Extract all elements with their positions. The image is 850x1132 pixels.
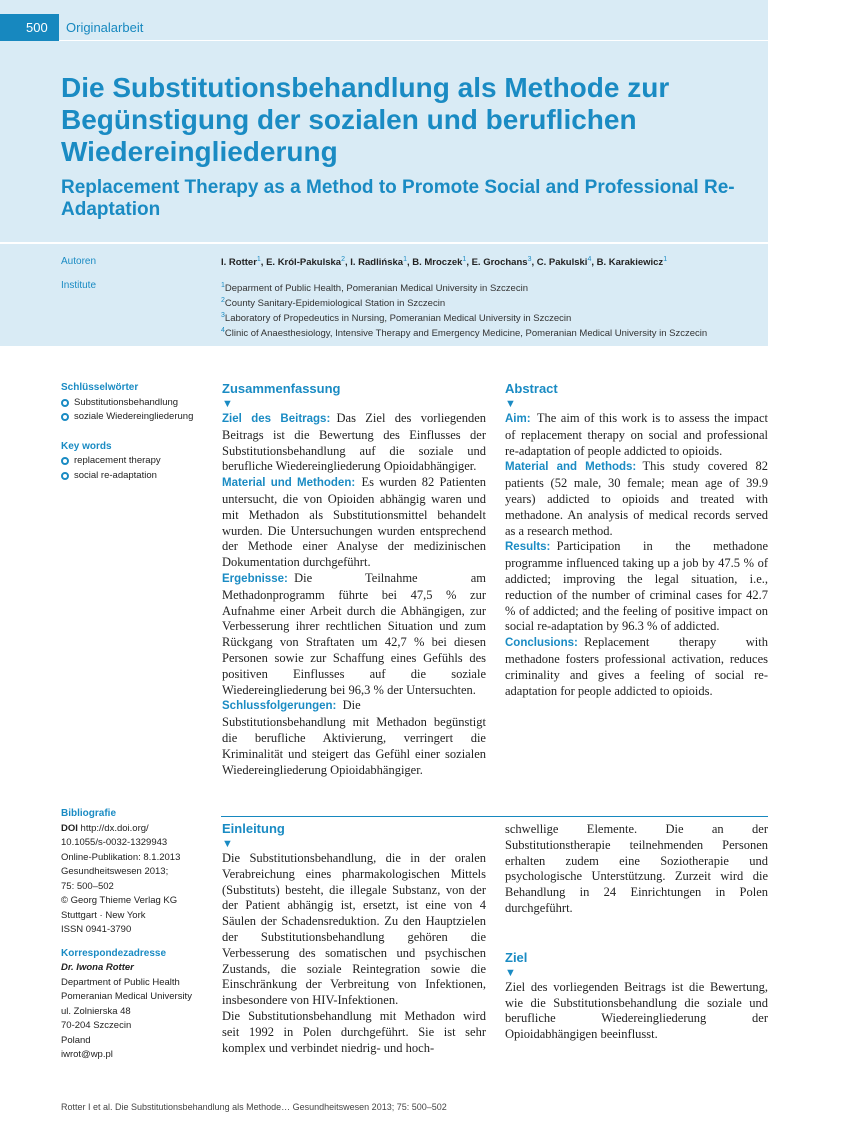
institute-list [221, 280, 707, 341]
zusammenfassung-body [222, 411, 486, 778]
bibliography-lines [61, 836, 211, 938]
author-affiliation: 1 [403, 256, 407, 263]
institute-number: 4 [221, 327, 225, 335]
title-english: Replacement Therapy as a Method to Promote Social and Professional Re-Adaptation [61, 177, 735, 220]
einleitung-paragraph-1: Die Substitutionsbehandlung, die in der oralen Verabreichung eines pharmakologischen Mittels (Substituts) besteht, die illegale Substanz, von der der Patient abhängig ist, ersetzt, ist eine von 4 Säulen der Schadensreduktion. Zu den Hauptzielen der Substitutionsbehandlung gehören die Verbesserung des somatischen und psychischen Zustands, die soziale Reintegration sowie die Einschränkung der Verbreitung von Infektionen, insbesondere von HIV-Infektionen. [222, 851, 486, 1008]
correspondence-line: iwrot@wp.pl [61, 1049, 113, 1060]
section-divider [221, 816, 768, 817]
running-footer: Rotter I et al. Die Substitutionsbehandlung als Methode… Gesundheitswesen 2013; 75: 500–502 [61, 1102, 447, 1112]
author-affiliation: 1 [256, 256, 261, 263]
author-name: I. Radlińska [350, 257, 404, 269]
institute-item [221, 310, 707, 325]
zusammenfassung-text: Es wurden 82 Patienten untersucht, die von Opioiden abhängig waren und mit Methadon als Substitutionsmittel behandelt wurden. Die Untersuchungen wurden entsprechend der Methode einer Analyse der medizinischen Dokumentation durchgeführt. [222, 475, 486, 570]
author-affiliation: 4 [587, 256, 592, 263]
author-name: E. Król-Pakulska [266, 257, 342, 269]
institute-item [221, 295, 707, 310]
einleitung-column [222, 821, 486, 1056]
zusammenfassung-item [222, 475, 486, 571]
author-affiliation: 1 [663, 256, 668, 263]
institute-text: County Sanitary-Epidemiological Station in Szczecin [224, 298, 446, 310]
correspondence-heading: Korrespondezadresse [61, 947, 167, 959]
correspondence-lines [61, 976, 211, 1063]
zusammenfassung-label: Ziel des Beitrags: [222, 413, 331, 425]
authors-label: Autoren [61, 256, 97, 267]
zusammenfassung-text: Die Substitutionsbehandlung mit Methadon begünstigt die berufliche Aktivierung, verringert die Kriminalität und steigert das Gefühl einer sozialen Wiedereingliederung Opioidabhängiger. [222, 698, 486, 777]
zusammenfassung-text: Das Ziel des vorliegenden Beitrags ist die Bewertung des Einflusses der Substitutionsbehandlung auf die soziale und berufliche Wiedereingliederung Opioidabhängiger. [222, 411, 486, 474]
bibliography-block [61, 807, 211, 1063]
zusammenfassung-item [222, 698, 486, 778]
arrow-down-icon: ▼ [222, 838, 233, 850]
correspondence-line: Department of Public Health [61, 976, 180, 988]
author-affiliation: 2 [341, 256, 345, 263]
institute-number: 1 [221, 282, 225, 289]
author-name: B. Karakiewicz [596, 257, 664, 269]
zusammenfassung-heading: Zusammenfassung [222, 381, 341, 396]
zusammenfassung-label: Ergebnisse: [222, 572, 288, 585]
keywords-de-heading: Schlüsselwörter [61, 382, 139, 393]
keyword-item: replacement therapy [61, 454, 211, 469]
abstract-heading: Abstract [505, 381, 558, 396]
einleitung-paragraph-3: schwellige Elemente. Die an der Substitutionstherapie teilnehmenden Personen erhalten zudem eine Soziotherapie und psychologische Unterstützung. Zurzeit wird die Behandlung in 24 Einrichtungen in Polen durchgeführt. [505, 822, 768, 915]
author-name: B. Mroczek [412, 257, 463, 269]
abstract-label: Results: [505, 541, 551, 554]
author-name: I. Rotter [221, 257, 257, 269]
zusammenfassung-item [222, 571, 486, 698]
abstract-column [505, 381, 768, 699]
author-name: E. Grochans [471, 257, 528, 269]
bullet-icon [61, 457, 69, 465]
zusammenfassung-column [222, 381, 486, 778]
bullet-icon [61, 472, 69, 480]
keyword-item: soziale Wiedereingliederung [61, 410, 211, 425]
bibliography-line: © Georg Thieme Verlag KG [61, 895, 178, 906]
correspondence-line: ul. Zolnierska 48 [61, 1005, 131, 1017]
abstract-text: Replacement therapy with methadone fosters professional activation, reduces criminality and gives a feeling of social re-adaptation for people addicted to opioids. [505, 635, 768, 698]
bullet-icon [61, 399, 69, 407]
bibliography-line: ISSN 0941-3790 [61, 924, 132, 935]
bibliography-line: Gesundheitswesen 2013; [61, 866, 169, 877]
abstract-label: Material and Methods: [505, 461, 637, 474]
keyword-item: Substitutionsbehandlung [61, 396, 211, 411]
institute-text: Laboratory of Propedeutics in Nursing, Pomeranian Medical University in Szczecin [224, 313, 572, 325]
divider [0, 242, 768, 244]
keyword-item: social re-adaptation [61, 469, 211, 484]
doi-line: DOI http://dx.doi.org/ [61, 822, 149, 834]
institute-number: 3 [221, 312, 225, 320]
institute-item [221, 280, 707, 295]
top-rule [59, 40, 768, 41]
institute-number: 2 [221, 297, 225, 305]
correspondence-name: Dr. Iwona Rotter [61, 962, 134, 973]
author-affiliation: 1 [462, 256, 467, 263]
bibliography-line: 75: 500–502 [61, 880, 114, 892]
page-number: 500 [0, 14, 59, 41]
author-name: C. Pakulski [536, 257, 588, 269]
abstract-label: Conclusions: [505, 637, 578, 650]
abstract-text: The aim of this work is to assess the impact of replacement therapy on social and professional re-adaptation of people addicted to opioids. [505, 411, 768, 458]
zusammenfassung-label: Schlussfolgerungen: [222, 700, 337, 713]
keywords-en-heading: Key words [61, 440, 112, 452]
abstract-text: This study covered 82 patients (52 male, 30 female; mean age of 39.9 years) addicted to opioids and treated with methadone. An analysis of medical records served as a research method. [505, 459, 768, 538]
section-tag: Originalarbeit [66, 20, 144, 35]
title-german: Die Substitutionsbehandlung als Methode zur Begünstigung der sozialen und beruflichen Wiedereingliederung [61, 72, 670, 167]
bullet-icon [61, 413, 69, 421]
arrow-down-icon: ▼ [505, 398, 516, 410]
correspondence-line: Poland [61, 1034, 91, 1046]
abstract-label: Aim: [505, 413, 531, 425]
arrow-down-icon: ▼ [505, 966, 516, 979]
ziel-paragraph: Ziel des vorliegenden Beitrags ist die Bewertung, wie die Substitutionsbehandlung die soziale und berufliche Wiedereingliederung der Opioidabhängigen beeinflusst. [505, 979, 768, 1042]
institute-text: Deparment of Public Health, Pomeranian Medical University in Szczecin [224, 283, 528, 295]
institutes-label: Institute [61, 280, 97, 291]
arrow-down-icon: ▼ [222, 398, 233, 410]
einleitung-paragraph-2: Die Substitutionsbehandlung mit Methadon wird seit 1992 in Polen durchgeführt. Sie ist sehr komplex und verbindet niedrig- und hoch- [222, 1008, 486, 1055]
author-list: I. Rotter$^1$, E. Król-Pakulska$^2$, I. Radlińska$^1$, B. Mroczek$^1$, E. Grochans$^3$, C. Pakulski$^4$, B. Karakiewicz$^1$ [221, 256, 668, 269]
keywords-block [61, 381, 211, 483]
abstract-item [505, 459, 768, 539]
einleitung-heading: Einleitung [222, 821, 285, 836]
bibliography-heading: Bibliografie [61, 808, 117, 819]
bibliography-line: Stuttgart · New York [61, 909, 146, 921]
ziel-heading: Ziel [505, 949, 528, 965]
abstract-text: Participation in the methadone programme influenced taking up a job by 47.5 % of addicted; improving the legal situation, i.e., reduction of the number of criminal cases for 42.7 % of addicted; and the feeling of positive impact on social re-adaptation by 96.3 % of addicted. [505, 539, 768, 634]
author-affiliation: 3 [527, 256, 532, 263]
bibliography-line: 10.1055/s-0032-1329943 [61, 837, 168, 848]
abstract-item [505, 411, 768, 459]
correspondence-line: Pomeranian Medical University [61, 991, 192, 1002]
abstract-body [505, 411, 768, 699]
right-body-column [505, 822, 768, 1043]
zusammenfassung-text: Die Teilnahme am Methadonprogramm führte bei 47,5 % zur Aufnahme einer Arbeit durch die Abhängigen, zur Verbesserung ihrer rechtlichen Situation und zum Rückgang von Straftaten um 42,7 % bei diesen Personen sowie zur Schaffung eines Gefühls des positiven Einflusses auf die soziale Wiedereingliederung bei 96,3 % der Untersuchten. [222, 570, 486, 697]
zusammenfassung-item [222, 411, 486, 475]
bibliography-line: Online-Publikation: 8.1.2013 [61, 851, 181, 863]
zusammenfassung-label: Material und Methoden: [222, 477, 356, 490]
institute-text: Clinic of Anaesthesiology, Intensive Therapy and Emergency Medicine, Pomeranian Medical University in Szczecin [224, 328, 708, 340]
doi-link[interactable]: http://dx.doi.org/ [80, 822, 149, 834]
abstract-item [505, 539, 768, 635]
institute-item [221, 325, 707, 340]
abstract-item [505, 635, 768, 699]
correspondence-line: 70-204 Szczecin [61, 1020, 132, 1031]
